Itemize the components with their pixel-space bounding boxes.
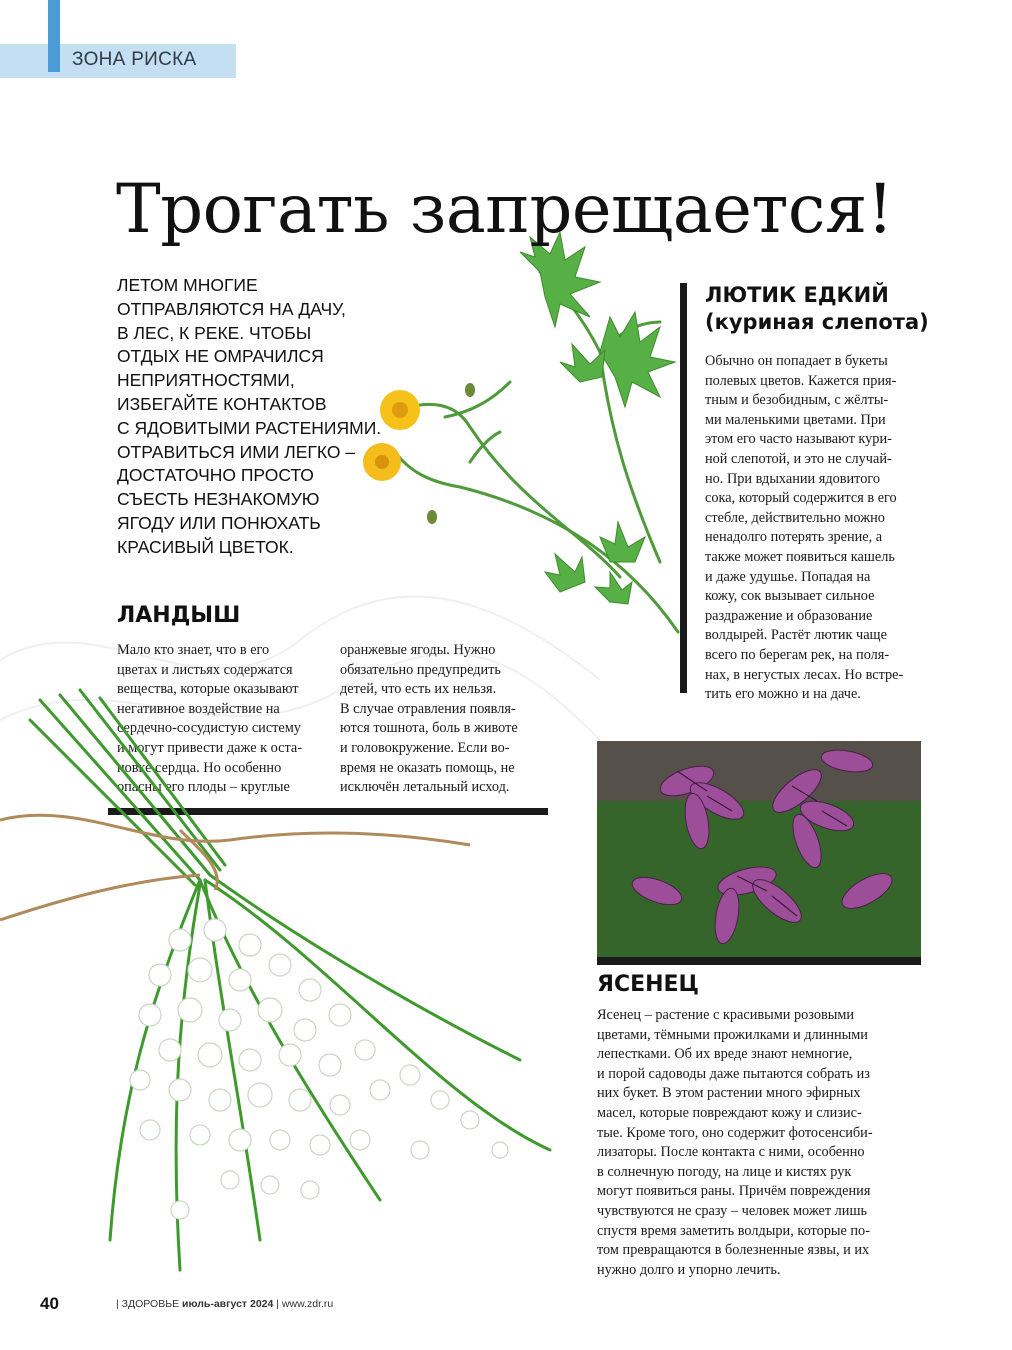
text-line: них букет. В этом растении много эфирных (597, 1085, 861, 1102)
rubric-label: ЗОНА РИСКА (72, 49, 197, 70)
text-line: тые. Кроме того, оно содержит фотосенсиби- (597, 1124, 873, 1141)
text-line: полевых цветов. Кажется прия- (705, 372, 897, 389)
vertical-accent-rule (680, 283, 687, 693)
lead-line: КРАСИВЫЙ ЦВЕТОК. (117, 536, 294, 557)
footer-imprint: | ЗДОРОВЬЕ июль-август 2024 | www.zdr.ru (116, 1298, 334, 1310)
text-line: обязательно предупредить (340, 661, 501, 678)
lead-paragraph (117, 274, 397, 560)
text-line: том превращаются в болезненные язвы, и их (597, 1242, 870, 1259)
text-line: спустя время заметить волдыри, которые по- (597, 1222, 870, 1239)
lead-line: ДОСТАТОЧНО ПРОСТО (117, 465, 314, 486)
text-line: детей, что есть их нельзя. (340, 681, 497, 698)
text-line: чувствуются не сразу – человек может лишь (597, 1202, 867, 1219)
text-line: Обычно он попадает в букеты (705, 353, 888, 369)
text-line: ненадолго потерять зрение, а (705, 529, 883, 546)
article-title: Трогать запрещается! (116, 170, 894, 248)
lyutik-text-column (705, 352, 903, 705)
lead-line: ЯГОДУ ИЛИ ПОНЮХАТЬ (117, 512, 321, 533)
text-line: опасны его плоды – круглые (117, 779, 290, 796)
magazine-name: ЗДОРОВЬЕ (121, 1298, 180, 1310)
text-line: лепестками. Об их вреде знают немногие, (597, 1046, 853, 1063)
text-line: ются тошнота, боль в животе (340, 720, 518, 737)
text-line: новке сердца. Но особенно (117, 759, 282, 776)
lead-line: ОТРАВИТЬСЯ ИМИ ЛЕГКО – (117, 441, 356, 462)
text-line: цветами, тёмными прожилками и длинными (597, 1026, 868, 1043)
text-line: лизаторы. После контакта с ними, особенно (597, 1144, 865, 1161)
rubric-accent-bar (48, 0, 60, 72)
text-line: нужно долго и упорно лечить. (597, 1261, 781, 1278)
text-line: В случае отравления появля- (340, 700, 516, 717)
issue-date: июль-август 2024 (182, 1298, 274, 1310)
text-line: сока, который содержится в его (705, 490, 897, 507)
heading-line: ЛЮТИК ЕДКИЙ (705, 283, 889, 307)
site-link[interactable]: www.zdr.ru (281, 1298, 334, 1310)
page-number: 40 (40, 1294, 59, 1313)
text-line: Ясенец – растение с красивыми розовыми (597, 1007, 855, 1023)
text-line: также может появиться кашель (705, 548, 895, 565)
text-line: стебле, действительно можно (705, 509, 885, 526)
text-line: но. При вдыхании ядовитого (705, 470, 881, 487)
section-heading-yasenets: ЯСЕНЕЦ (597, 972, 699, 997)
text-line: в солнечную погоду, на лице и кистях рук (597, 1163, 852, 1180)
section-heading-lyutik (705, 282, 929, 336)
text-line: волдырей. Растёт лютик чаще (705, 627, 887, 644)
text-line: раздражение и образование (705, 607, 873, 624)
text-line: тным и безобидным, с жёлты- (705, 392, 889, 409)
text-line: и порой садоводы даже пытаются собрать из (597, 1065, 870, 1082)
lead-line: ОТДЫХ НЕ ОМРАЧИЛСЯ (117, 346, 324, 367)
text-line: нах, в негустых лесах. Но встре- (705, 666, 904, 683)
text-line: цветах и листьях содержатся (117, 661, 293, 678)
text-line: масел, которые повреждают кожу и слизис- (597, 1104, 862, 1121)
text-line: негативное воздействие на (117, 700, 280, 717)
text-line: сердечно-сосудистую систему (117, 720, 301, 737)
text-line: и даже удушье. Попадая на (705, 568, 871, 585)
text-line: оранжевые ягоды. Нужно (340, 642, 496, 658)
text-line: кожу, сок вызывает сильное (705, 588, 875, 605)
text-line: и головокружение. Если во- (340, 739, 510, 756)
text-line: Мало кто знает, что в его (117, 642, 270, 658)
lead-line: ИЗБЕГАЙТЕ КОНТАКТОВ (117, 393, 327, 414)
lead-line: ОТПРАВЛЯЮТСЯ НА ДАЧУ, (117, 298, 346, 319)
lead-line: С ЯДОВИТЫМИ РАСТЕНИЯМИ. (117, 417, 382, 438)
text-line: всего по берегам рек, на поля- (705, 646, 890, 663)
text-line: тить его можно и на даче. (705, 686, 861, 703)
yasenets-photo (597, 741, 921, 965)
yasenets-text-column (597, 1006, 873, 1280)
text-line: исключён летальный исход. (340, 779, 510, 796)
lead-line: ЛЕТОМ МНОГИЕ (117, 275, 258, 295)
lead-line: СЪЕСТЬ НЕЗНАКОМУЮ (117, 489, 320, 510)
text-line: могут появиться раны. Причём повреждения (597, 1183, 871, 1200)
photo-base-rule (597, 957, 921, 965)
text-line: время не оказать помощь, не (340, 759, 515, 776)
section-heading-landysh: ЛАНДЫШ (117, 603, 241, 628)
lead-line: НЕПРИЯТНОСТЯМИ, (117, 370, 295, 391)
text-line: этом его часто называют кури- (705, 431, 892, 448)
lily-of-the-valley-bouquet (0, 680, 600, 1300)
text-line: и могут привести даже к оста- (117, 739, 303, 756)
text-line: ной слепотой, и это не случай- (705, 450, 892, 467)
text-line: ми маленькими цветами. При (705, 411, 886, 428)
text-line: вещества, которые оказывают (117, 681, 299, 698)
page-footer (40, 1294, 334, 1314)
lead-line: В ЛЕС, К РЕКЕ. ЧТОБЫ (117, 322, 312, 343)
heading-subline: (куриная слепота) (705, 310, 929, 334)
